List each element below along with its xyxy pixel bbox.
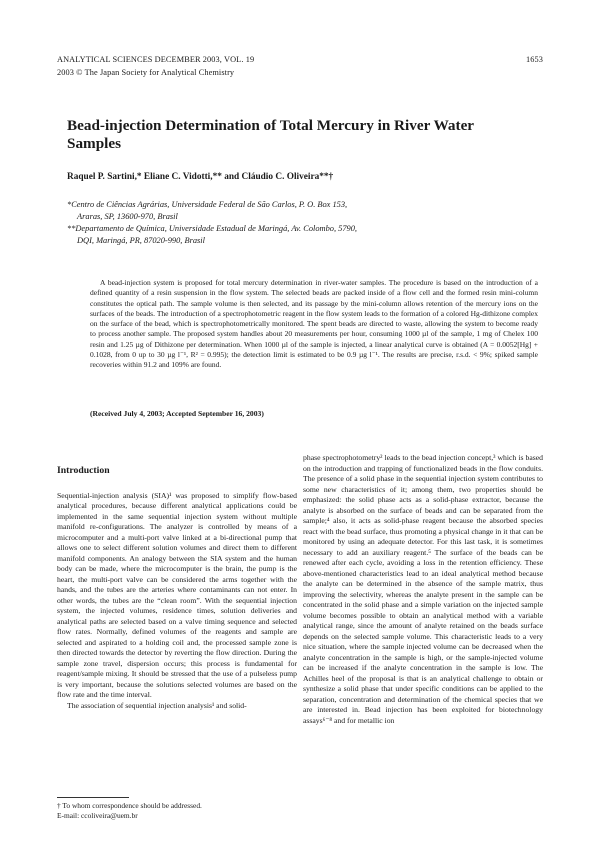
received-dates: (Received July 4, 2003; Accepted September 16, 2003) <box>90 409 264 418</box>
running-head <box>57 53 543 79</box>
right-column <box>303 453 543 726</box>
affiliation-2-line-2: DQI, Maringá, PR, 87020-990, Brasil <box>77 236 205 245</box>
left-column <box>57 466 297 711</box>
correspondence-note: † To whom correspondence should be addressed. <box>57 801 202 810</box>
paper-title: Bead-injection Determination of Total Mercury in River Water Samples <box>67 117 474 152</box>
page-number: 1653 <box>526 55 543 64</box>
affiliation-2-line-1: **Departamento de Química, Universidade Estadual de Maringá, Av. Colombo, 5790, <box>67 224 357 233</box>
footnotes <box>57 801 297 821</box>
email-note: E-mail: ccoliveira@uem.br <box>57 811 138 820</box>
introduction-paragraph-2-start: The association of sequential injection analysis¹ and solid- <box>67 700 247 710</box>
introduction-paragraph-1: Sequential-injection analysis (SIA)¹ was proposed to simplify flow-based analytical procedures, because different analytical applications could be implemented in the same sequential injection system without multiple manifold re-configurations. The analyzer is controlled by means of a microcomputer and a multi-port valve linked at a bi-directional pump that allows one to select different solution volumes and direct them to different manifold components. An analogy between the SIA system and the human body can be made, where the microcomputer is the brain, the pump is the heart, the multi-port valve can be considered the arms together with the hands, and the tubes are the arteries where contaminants can not enter. In other words, the tubes are the “clean room”. With the sequential injection system, the injected volumes, residence times, solution deliveries and analytical paths are selected based on a valve timing sequence and selected flow rates. Normally, defined volumes of the reagents and sample are selected and aspirated to a holding coil and, the processed sample zone is then directed towards the detector by reverting the flow direction. During the sample zone travel, dispersion occurs; this process is fundamental for reagent/sample mixing. It should be stressed that the use of a pulseless pump is very important, because the solutions selected volumes are based on the flow rate and the time interval. <box>57 490 297 699</box>
section-heading-introduction: Introduction <box>57 465 110 476</box>
affiliation-1 <box>67 199 527 223</box>
introduction-paragraph-2-continued: phase spectrophotometry² leads to the bead injection concept,³ which is based on the introduction and trapping of functionalized beads in the flow conduits. The presence of a solid phase in the sequential injection system contributes to some new characteristics of it; among them, two properties should be emphasized: the solid phase acts as a solid-phase extractor, because the analyte is absorbed on the surface of beads and can be separated from the sample;⁴ also, it acts as solid-phase reagent because the absorbed species react with the bead surface, thus promoting a physical change in it that can be monitored by using an adequate detector. For this last task, it is sometimes necessary to add an auxiliary reagent.⁵ The surface of the beads can be renewed after each cycle, avoiding a loss in the retention efficiency. These above-mentioned characteristics lead to an ideal analytical method because the analyte can be determined in the absence of the sample matrix, thus improving the selectivity, whereas the analyte present in the sample can be concentrated in the solid phase and a simple variation on the injected sample volume becomes possible to obtain an analytical method with a variable analytical range, since the amount of analyte retained on the beads surface depends on the selected sample volume. This characteristic leads to a very nice situation, where the sample injected volume can be decreased when the analyte concentration in the sample is high, or the sample-injected volume can be increased if the analyte concentration in the sample is low. The Achilles heel of the proposal is that is an analytical challenge to obtain or synthesize a solid phase that under specific conditions can be applied to the separation, concentration and determination of the chemical species that we are interested in. Bead injection has been exploited for biotechnology assays⁶⁻⁸ and for metallic ion <box>303 453 543 725</box>
abstract: A bead-injection system is proposed for total mercury determination in river-water samples. The procedure is based on the introduction of a defined quantity of a resin suspension in the flow system. The selected beads are packed inside of a flow cell and the formed resin mini-column constitutes the optical path. The sample volume is then selected, and its passage by the mini-column allows retention of the mercury ions on the surfaces of the beads. The introduction of a spectrophotometric reagent in the flow system leads to the formation of a colored Hg-dithizone complex on the surface of the bead, which is spectrophotometrically monitored. The spent beads are directed to waste, allowing the system to become ready to process another sample. The proposed system handles about 20 measurements per hour, consuming 1000 µl of the sample, 1 mg of Chelex 100 resin and 1.25 µg of Dithizone per determination. When 1000 µl of the sample is injected, a linear analytical curve is obtained (A = 0.0052[Hg] + 0.1028, from 0 up to 30 µg l⁻¹, R² = 0.995); the detection limit is estimated to be 0.9 µg l⁻¹. The results are precise, r.s.d. < 9%; spiked sample recoveries within 91.2 and 109% are found. <box>90 278 538 370</box>
affiliation-2 <box>67 223 527 247</box>
affiliations <box>67 199 527 247</box>
affiliation-1-line-2: Araras, SP, 13600-970, Brasil <box>77 212 178 221</box>
footnote-rule <box>57 797 129 798</box>
author-list: Raquel P. Sartini,* Eliane C. Vidotti,** and Cláudio C. Oliveira**† <box>67 172 334 182</box>
copyright-line: 2003 © The Japan Society for Analytical Chemistry <box>57 68 235 77</box>
journal-info: ANALYTICAL SCIENCES DECEMBER 2003, VOL. 19 <box>57 55 255 64</box>
affiliation-1-line-1: *Centro de Ciências Agrárias, Universidade Federal de São Carlos, P. O. Box 153, <box>67 200 348 209</box>
